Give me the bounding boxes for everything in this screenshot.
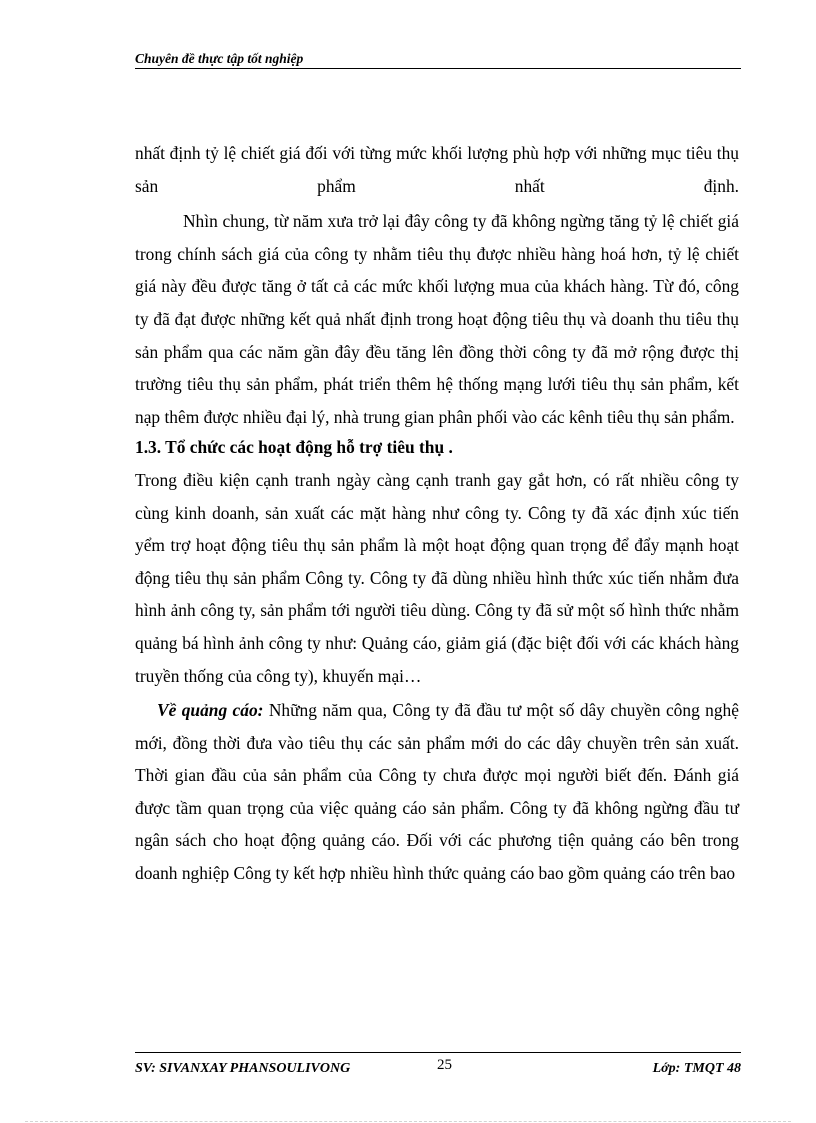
page-number: 25 xyxy=(437,1057,452,1073)
advertising-text: Những năm qua, Công ty đã đầu tư một số dây chuyền công nghệ mới, đồng thời đưa vào tiêu thụ các sản phẩm mới do các dây chuyền trên sản xuất. Thời gian đầu của sản phẩm của Công ty chưa được mọi người biết đến. Đánh giá được tầm quan trọng của việc quảng cáo sản phẩm. Công ty đã không ngừng đầu tư ngân sách cho hoạt động quảng cáo. Đối với các phương tiện quảng cáo bên trong doanh nghiệp Công ty kết hợp nhiều hình thức quảng cáo bao gồm quảng cáo trên bao xyxy=(135,700,739,884)
footer-student-name: SV: SIVANXAY PHANSOULIVONG xyxy=(135,1061,351,1076)
advertising-lead: Về quảng cáo: xyxy=(157,700,264,721)
footer-class: Lớp: TMQT 48 xyxy=(652,1061,741,1076)
page-header xyxy=(135,50,741,69)
page-footer xyxy=(135,1052,741,1077)
header-title: Chuyên đề thực tập tốt nghiệp xyxy=(135,51,304,66)
paragraph-continuation: nhất định tỷ lệ chiết giá đối với từng mức khối lượng phù hợp với những mục tiêu thụ sản phẩm nhất định. xyxy=(135,143,739,196)
paragraph-promotion-intro: Trong điều kiện cạnh tranh ngày càng cạnh tranh gay gắt hơn, có rất nhiều công ty cùng kinh doanh, sản xuất các mặt hàng như công ty. Công ty đã xác định xúc tiến yểm trợ hoạt động tiêu thụ sản phẩm là một hoạt động quan trọng để đẩy mạnh hoạt động tiêu thụ sản phẩm Công ty. Công ty đã dùng nhiều hình thức xúc tiến nhằm đưa hình ảnh công ty, sản phẩm tới người tiêu dùng. Công ty đã sử một số hình thức nhằm quảng bá hình ảnh công ty như: Quảng cáo, giảm giá (đặc biệt đối với các khách hàng truyền thống của công ty), khuyến mại… xyxy=(135,469,739,686)
paragraph-advertising xyxy=(135,694,739,890)
page-bottom-divider xyxy=(25,1121,791,1122)
document-body xyxy=(135,137,739,890)
section-heading: 1.3. Tổ chức các hoạt động hỗ trợ tiêu thụ . xyxy=(135,437,453,458)
paragraph-summary: Nhìn chung, từ năm xưa trở lại đây công ty đã không ngừng tăng tỷ lệ chiết giá trong chính sách giá của công ty nhằm tiêu thụ được nhiều hàng hoá hơn, tỷ lệ chiết giá này đều được tăng ở tất cả các mức khối lượng mua của khách hàng. Từ đó, công ty đã đạt được những kết quả nhất định trong hoạt động tiêu thụ và doanh thu tiêu thụ sản phẩm qua các năm gần đây đều tăng lên đồng thời công ty đã mở rộng được thị trường tiêu thụ sản phẩm, phát triển thêm hệ thống mạng lưới tiêu thụ sản phẩm, kết nạp thêm được nhiều đại lý, nhà trung gian phân phối vào các kênh tiêu thụ sản phẩm. xyxy=(135,211,739,427)
